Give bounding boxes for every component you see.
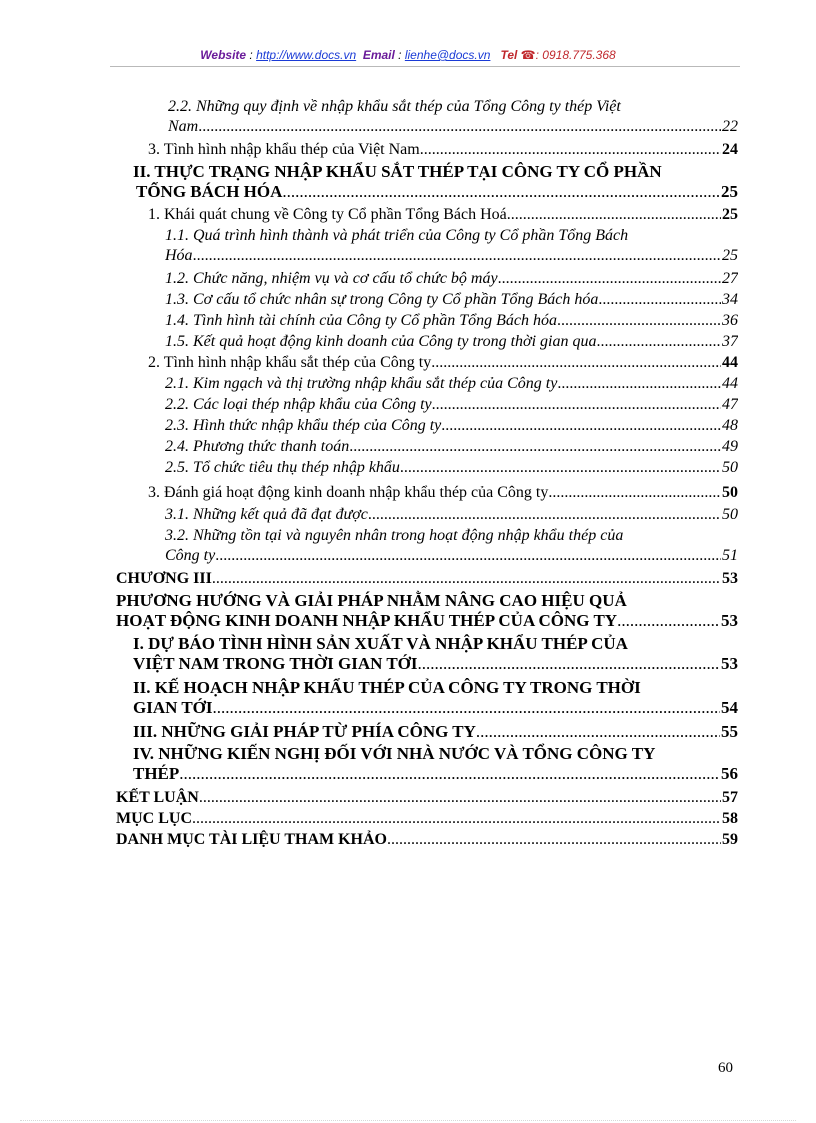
toc-entry[interactable]	[148, 205, 738, 225]
toc-entry-title: MỤC LỤC	[116, 810, 192, 827]
leader-dots	[213, 698, 720, 718]
toc-entry[interactable]	[133, 722, 738, 742]
toc-entry-title: 2.1. Kim ngạch và thị trường nhập khẩu sắt thép của Công ty	[165, 375, 558, 392]
toc-entry[interactable]	[168, 97, 738, 137]
leader-dots	[507, 205, 721, 225]
toc-entry-title: THÉP	[133, 764, 180, 783]
toc-entry-title: TỔNG BÁCH HÓA	[136, 182, 283, 201]
toc-entry[interactable]	[133, 162, 738, 202]
leader-dots	[212, 569, 721, 589]
leader-dots	[193, 246, 721, 266]
toc-entry-title: KẾT LUẬN	[116, 789, 199, 806]
leader-dots	[199, 788, 721, 808]
leader-dots	[432, 395, 721, 415]
toc-entry-title: 3. Tình hình nhập khẩu thép của Việt Nam	[148, 141, 420, 158]
leader-dots	[498, 269, 721, 289]
toc-entry[interactable]	[165, 395, 738, 415]
leader-dots	[431, 353, 721, 373]
toc-page-number: 44	[722, 354, 738, 371]
leader-dots	[198, 117, 721, 137]
toc-entry[interactable]	[165, 311, 738, 331]
toc-entry-line	[168, 117, 738, 137]
toc-entry-title: VIỆT NAM TRONG THỜI GIAN TỚI	[133, 654, 418, 673]
leader-dots	[596, 332, 721, 352]
toc-entry-title: 1.5. Kết quả hoạt động kinh doanh của Công ty trong thời gian qua	[165, 333, 597, 350]
toc-page-number: 37	[722, 333, 738, 350]
toc-entry-text: II. THỰC TRẠNG NHẬP KHẨU SẮT THÉP TẠI CÔNG TY CỔ PHẦN	[133, 162, 662, 181]
toc-page-number: 25	[722, 206, 738, 223]
toc-entry[interactable]	[133, 744, 738, 784]
toc-entry[interactable]	[165, 269, 738, 289]
toc-entry[interactable]	[133, 678, 738, 718]
toc-page-number: 44	[722, 375, 738, 392]
toc-entry-title: III. NHỮNG GIẢI PHÁP TỪ PHÍA CÔNG TY	[133, 722, 476, 741]
leader-dots	[617, 611, 720, 631]
toc-entry[interactable]	[165, 332, 738, 352]
tel-label: Tel ☎	[500, 48, 536, 62]
toc-entry[interactable]	[148, 483, 738, 503]
toc-page-number: 59	[722, 831, 738, 848]
toc-page-number: 27	[722, 270, 738, 287]
toc-entry[interactable]	[165, 416, 738, 436]
toc-page-number: 56	[721, 764, 738, 783]
leader-dots	[418, 654, 720, 674]
toc-page-number: 25	[722, 247, 738, 264]
toc-entry[interactable]	[116, 569, 738, 589]
toc-page-number: 22	[722, 118, 738, 135]
toc-entry[interactable]	[148, 140, 738, 160]
toc-entry-text: 2.2. Những quy định về nhập khẩu sắt thép của Tổng Công ty thép Việt	[168, 98, 621, 115]
toc-entry-text: II. KẾ HOẠCH NHẬP KHẨU THÉP CỦA CÔNG TY TRONG THỜI	[133, 678, 641, 697]
page-header	[0, 48, 816, 62]
toc-page-number: 50	[722, 484, 738, 501]
toc-entry-title: DANH MỤC TÀI LIỆU THAM KHẢO	[116, 831, 387, 848]
toc-page-number: 49	[722, 438, 738, 455]
toc-entry-text: I. DỰ BÁO TÌNH HÌNH SẢN XUẤT VÀ NHẬP KHẨU THÉP CỦA	[133, 634, 628, 653]
toc-page-number: 55	[721, 722, 738, 741]
toc-page-number: 58	[722, 810, 738, 827]
toc-page-number: 47	[722, 396, 738, 413]
toc-entry-title: 2.3. Hình thức nhập khẩu thép của Công ty	[165, 417, 442, 434]
toc-entry-title: 1.2. Chức năng, nhiệm vụ và cơ cấu tổ chức bộ máy	[165, 270, 498, 287]
footer-divider	[20, 1120, 796, 1121]
toc-page-number: 48	[722, 417, 738, 434]
website-separator: :	[246, 48, 257, 62]
toc-entry[interactable]	[165, 437, 738, 457]
toc-entry-title: 2. Tình hình nhập khẩu sắt thép của Công ty	[148, 354, 432, 371]
leader-dots	[420, 140, 721, 160]
toc-page-number: 24	[722, 141, 738, 158]
toc-page-number: 53	[721, 654, 738, 673]
toc-entry[interactable]	[148, 353, 738, 373]
leader-dots	[598, 290, 721, 310]
toc-entry[interactable]	[165, 226, 738, 266]
toc-entry-text: PHƯƠNG HƯỚNG VÀ GIẢI PHÁP NHẰM NÂNG CAO HIỆU QUẢ	[116, 591, 627, 610]
leader-dots	[387, 830, 721, 850]
leader-dots	[400, 458, 721, 478]
toc-entry-title: 1. Khái quát chung về Công ty Cổ phần Tổng Bách Hoá	[148, 206, 507, 223]
toc-entry[interactable]	[165, 290, 738, 310]
toc-entry-title: Nam	[168, 118, 199, 135]
toc-entry-title: 3. Đánh giá hoạt động kinh doanh nhập khẩu thép của Công ty	[148, 484, 549, 501]
toc-entry-text: 3.2. Những tồn tại và nguyên nhân trong hoạt động nhập khẩu thép của	[165, 527, 624, 544]
toc-entry[interactable]	[116, 591, 738, 631]
toc-entry[interactable]	[165, 526, 738, 566]
email-label: Email	[362, 48, 395, 62]
toc-entry[interactable]	[116, 830, 738, 850]
leader-dots	[557, 311, 721, 331]
toc-entry[interactable]	[116, 788, 738, 808]
toc-entry[interactable]	[165, 374, 738, 394]
leader-dots	[179, 764, 720, 784]
leader-dots	[557, 374, 721, 394]
leader-dots	[476, 722, 720, 742]
toc-entry-title: 3.1. Những kết quả đã đạt được	[165, 506, 368, 523]
leader-dots	[368, 505, 721, 525]
toc-entry-text: 1.1. Quá trình hình thành và phát triển của Công ty Cổ phần Tổng Bách	[165, 227, 629, 244]
header-divider	[110, 66, 740, 67]
toc-page-number: 25	[721, 182, 738, 201]
toc-page-number: 50	[722, 459, 738, 476]
toc-entry[interactable]	[165, 458, 738, 478]
toc-entry[interactable]	[165, 505, 738, 525]
leader-dots	[441, 416, 721, 436]
toc-entry-title: 2.5. Tổ chức tiêu thụ thép nhập khẩu	[165, 459, 400, 476]
toc-entry-text: IV. NHỮNG KIẾN NGHỊ ĐỐI VỚI NHÀ NƯỚC VÀ TỔNG CÔNG TY	[133, 744, 656, 763]
toc-page-number: 34	[722, 291, 738, 308]
toc-entry-title: 2.4. Phương thức thanh toán	[165, 438, 350, 455]
toc-page-number: 53	[721, 611, 738, 630]
toc-entry-title: 1.4. Tình hình tài chính của Công ty Cổ phần Tổng Bách hóa	[165, 312, 557, 329]
page-number: 60	[718, 1060, 733, 1076]
toc-page-number: 50	[722, 506, 738, 523]
tel-value: : 0918.775.368	[535, 48, 616, 62]
website-link[interactable]: http://www.docs.vn	[256, 48, 357, 62]
toc-entry-title: 2.2. Các loại thép nhập khẩu của Công ty	[165, 396, 432, 413]
toc-page-number: 53	[722, 570, 738, 587]
toc-entry-title: 1.3. Cơ cấu tổ chức nhân sự trong Công ty Cổ phần Tổng Bách hóa	[165, 291, 599, 308]
toc-page-number: 36	[722, 312, 738, 329]
toc-entry-title: GIAN TỚI	[133, 698, 213, 717]
toc-page-number: 51	[722, 547, 738, 564]
toc-entry-title: Công ty	[165, 547, 216, 564]
email-separator: :	[394, 48, 405, 62]
leader-dots	[215, 546, 721, 566]
leader-dots	[349, 437, 721, 457]
toc-entry[interactable]	[116, 809, 738, 829]
toc-page-number: 54	[721, 698, 738, 717]
leader-dots	[192, 809, 721, 829]
toc-entry[interactable]	[133, 634, 738, 674]
website-label: Website	[200, 48, 247, 62]
toc-entry-title: Hóa	[165, 247, 193, 264]
leader-dots	[282, 182, 720, 202]
toc-page-number: 57	[722, 789, 738, 806]
email-link[interactable]: lienhe@docs.vn	[404, 48, 491, 62]
toc-entry-title: HOẠT ĐỘNG KINH DOANH NHẬP KHẨU THÉP CỦA CÔNG TY	[116, 611, 618, 630]
toc-entry-title: CHƯƠNG III	[116, 570, 212, 587]
leader-dots	[548, 483, 721, 503]
